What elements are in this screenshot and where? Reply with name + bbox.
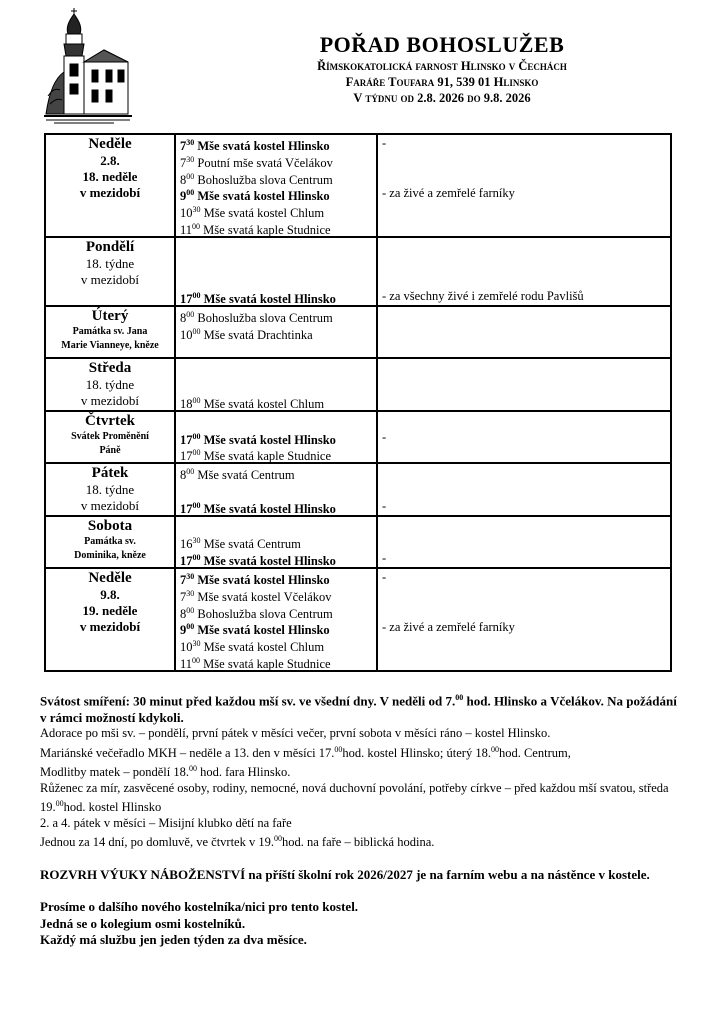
parish-name: Římskokatolická farnost Hlinsko v Čechách: [317, 59, 567, 73]
mass-cell: [175, 237, 377, 306]
intention-entry: [378, 586, 670, 603]
intention-entry: -: [382, 136, 387, 150]
confession-note: Svátost smíření: 30 minut před každou mší sv. ve všední dny. V neděli od 7.00 hod. Hlinsko a Včelákov. Na požádání v rámci možností kdykoli.: [40, 693, 677, 725]
intention-entry: [378, 481, 670, 498]
day-detail: Svátek Proměnění: [71, 430, 149, 442]
day-cell: [45, 463, 175, 515]
mass-entry: $8^{00}$ Bohoslužba slova Centrum: [180, 171, 333, 187]
mass-entry: [176, 359, 376, 376]
day-cell: [45, 411, 175, 463]
day-detail: 18. týdne: [85, 255, 135, 271]
mass-entry: $16^{30}$ Mše svatá Centrum: [180, 536, 301, 552]
prosime-note-1: Prosíme o dalšího nového kostelníka/nici pro tento kostel.: [40, 899, 359, 915]
intention-entry: [378, 219, 670, 236]
day-detail: 18. týdne: [85, 482, 135, 498]
intention-entry: [378, 636, 670, 653]
prosime-note-2: Jedná se o kolegium osmi kostelníků.: [40, 915, 246, 931]
intention-entry: [378, 533, 670, 550]
ruzenec-note: Růženec za mír, zasvěcené osoby, rodiny, nemocné, nová duchovní povolání, potřeby církve – před každou mší svatou, středa 19.00hod. kostel Hlinsko: [40, 780, 669, 815]
intention-entry: [378, 238, 670, 255]
intention-cell: [377, 358, 671, 410]
mass-entry: $9^{00}$ Mše svatá kostel Hlinsko: [180, 188, 330, 204]
intention-entry: [378, 445, 670, 462]
schedule-row: [45, 568, 671, 671]
mass-cell: [175, 463, 377, 515]
day-name: Čtvrtek: [85, 412, 135, 429]
schedule-table: [44, 133, 672, 672]
intention-entry: [378, 376, 670, 393]
mariansky-note: Mariánské večeřadlo MKH – neděle a 13. den v měsíci 17.00hod. kostel Hlinsko; úterý 18.00hod. Centrum,: [40, 744, 571, 760]
mass-cell: [175, 568, 377, 671]
mass-entry: $7^{30}$ Mše svatá kostel Včelákov: [180, 588, 332, 604]
mass-entry: $10^{00}$ Mše svatá Drachtinka: [180, 326, 313, 342]
mass-entry: $7^{30}$ Mše svatá kostel Hlinsko: [180, 138, 330, 154]
day-detail: Páně: [99, 444, 121, 456]
intention-entry: [378, 341, 670, 358]
intention-entry: [378, 169, 670, 186]
schedule-row: [45, 358, 671, 410]
week-range: V týdnu od 2.8. 2026 do 9.8. 2026: [353, 91, 531, 105]
mass-entry: $8^{00}$ Mše svatá Centrum: [180, 467, 295, 483]
intention-entry: -: [382, 498, 387, 513]
mass-entry: [176, 255, 376, 272]
day-name: Neděle: [88, 136, 132, 152]
mass-entry: $11^{00}$ Mše svatá kaple Studnice: [180, 655, 331, 672]
day-detail: Marie Vianneye, kněze: [61, 339, 159, 351]
day-cell: [45, 306, 175, 358]
intention-cell: [377, 516, 671, 568]
mass-entry: $17^{00}$ Mše svatá kaple Studnice: [180, 448, 332, 464]
mass-entry: $8^{00}$ Bohoslužba slova Centrum: [180, 309, 333, 326]
mass-entry: [176, 412, 376, 429]
intention-cell: [377, 237, 671, 306]
intention-entry: -: [382, 551, 387, 566]
mass-cell: [175, 516, 377, 568]
intention-cell: [377, 411, 671, 463]
intention-cell: [377, 134, 671, 237]
intention-entry: [378, 202, 670, 219]
footer-notes: [40, 690, 680, 949]
mass-entry: $7^{30}$ Mše svatá kostel Hlinsko: [180, 571, 330, 588]
schedule-row: [45, 463, 671, 515]
intention-entry: [378, 517, 670, 534]
day-detail: v mezidobí: [80, 498, 140, 514]
intention-entry: [378, 307, 670, 324]
intention-entry: - za všechny živé i zemřelé rodu Pavlišů: [382, 289, 584, 304]
day-cell: [45, 568, 175, 671]
intention-entry: - za živé a zemřelé farníky: [382, 186, 515, 201]
day-cell: [45, 358, 175, 410]
intention-entry: -: [382, 569, 387, 584]
intention-entry: [378, 653, 670, 670]
mass-cell: [175, 358, 377, 410]
day-detail: v mezidobí: [80, 271, 140, 287]
day-detail: v mezidobí: [80, 393, 140, 409]
mass-entry: [176, 238, 376, 255]
mass-entry: $18^{00}$ Mše svatá kostel Chlum: [180, 395, 325, 412]
mass-entry: $10^{30}$ Mše svatá kostel Chlum: [180, 639, 325, 655]
page-header: [232, 32, 652, 106]
day-name: Neděle: [88, 569, 132, 586]
adoration-note: Adorace po mši sv. – pondělí, první pátek v měsíci večer, první sobota v měsíci ráno – kostel Hlinsko.: [40, 726, 551, 741]
intention-cell: [377, 568, 671, 671]
day-name: Pátek: [91, 465, 129, 482]
schedule-row: [45, 134, 671, 237]
day-detail: 18. neděle: [82, 169, 138, 184]
day-detail: 9.8.: [100, 586, 120, 602]
intention-entry: [378, 255, 670, 272]
day-detail: v mezidobí: [79, 618, 141, 634]
day-detail: Památka sv. Jana: [72, 325, 148, 337]
intention-entry: [378, 603, 670, 620]
day-detail: Dominika, kněze: [74, 549, 146, 561]
mass-entry: $17^{00}$ Mše svatá kostel Hlinsko: [180, 553, 336, 569]
mass-cell: [175, 306, 377, 358]
day-detail: v mezidobí: [79, 185, 141, 200]
schedule-row: [45, 237, 671, 306]
day-name: Pondělí: [85, 238, 135, 255]
prosime-note-3: Každý má službu jen jeden týden za dva měsíce.: [40, 932, 307, 948]
mass-entry: [176, 517, 376, 534]
day-name: Středa: [88, 360, 132, 377]
modlitby-note: Modlitby matek – pondělí 18.00 hod. fara Hlinsko.: [40, 764, 291, 780]
mass-entry: $17^{00}$ Mše svatá kostel Hlinsko: [180, 431, 336, 447]
day-detail: 19. neděle: [82, 602, 138, 618]
mass-entry: $17^{00}$ Mše svatá kostel Hlinsko: [180, 500, 336, 516]
intention-cell: [377, 306, 671, 358]
intention-entry: - za živé a zemřelé farníky: [382, 620, 515, 635]
intention-entry: [378, 152, 670, 169]
intention-entry: [378, 324, 670, 341]
day-cell: [45, 134, 175, 237]
intention-entry: [378, 464, 670, 481]
mass-entry: [176, 341, 376, 358]
intention-entry: [378, 412, 670, 429]
schedule-row: [45, 516, 671, 568]
day-detail: 2.8.: [100, 153, 120, 168]
intention-entry: [378, 271, 670, 288]
intention-cell: [377, 463, 671, 515]
intention-entry: -: [382, 429, 387, 444]
mass-cell: [175, 134, 377, 237]
mass-entry: $7^{30}$ Poutní mše svatá Včelákov: [180, 154, 333, 170]
mass-entry: $10^{30}$ Mše svatá kostel Chlum: [180, 205, 325, 221]
intention-entry: [378, 393, 670, 410]
day-detail: 18. týdne: [85, 377, 135, 393]
page-title: POŘAD BOHOSLUŽEB: [319, 32, 565, 57]
day-detail: Památka sv.: [84, 535, 136, 547]
schedule-row: [45, 306, 671, 358]
day-cell: [45, 237, 175, 306]
day-name: Úterý: [91, 307, 129, 324]
mass-entry: $9^{00}$ Mše svatá kostel Hlinsko: [180, 622, 330, 638]
biblicka-note: Jednou za 14 dní, po domluvě, ve čtvrtek v 19.00hod. na faře – biblická hodina.: [40, 834, 435, 850]
day-cell: [45, 516, 175, 568]
church-logo: [44, 6, 132, 124]
mass-entry: $11^{00}$ Mše svatá kaple Studnice: [180, 221, 331, 238]
mass-entry: $8^{00}$ Bohoslužba slova Centrum: [180, 605, 333, 621]
day-name: Sobota: [87, 517, 133, 534]
rozvrh-note: ROZVRH VÝUKY NÁBOŽENSTVÍ na příští školní rok 2026/2027 je na farním webu a na nástěnce v kostele.: [40, 866, 650, 882]
mass-entry: $17^{00}$ Mše svatá kostel Hlinsko: [180, 291, 336, 307]
mass-cell: [175, 411, 377, 463]
parish-address: Faráře Toufara 91, 539 01 Hlinsko: [345, 75, 539, 89]
schedule-row: [45, 411, 671, 463]
mass-entry: [176, 271, 376, 288]
klubko-note: 2. a 4. pátek v měsíci – Misijní klubko dětí na faře: [40, 815, 292, 830]
mass-entry: [176, 481, 376, 498]
intention-entry: [378, 359, 670, 376]
mass-entry: [176, 376, 376, 393]
